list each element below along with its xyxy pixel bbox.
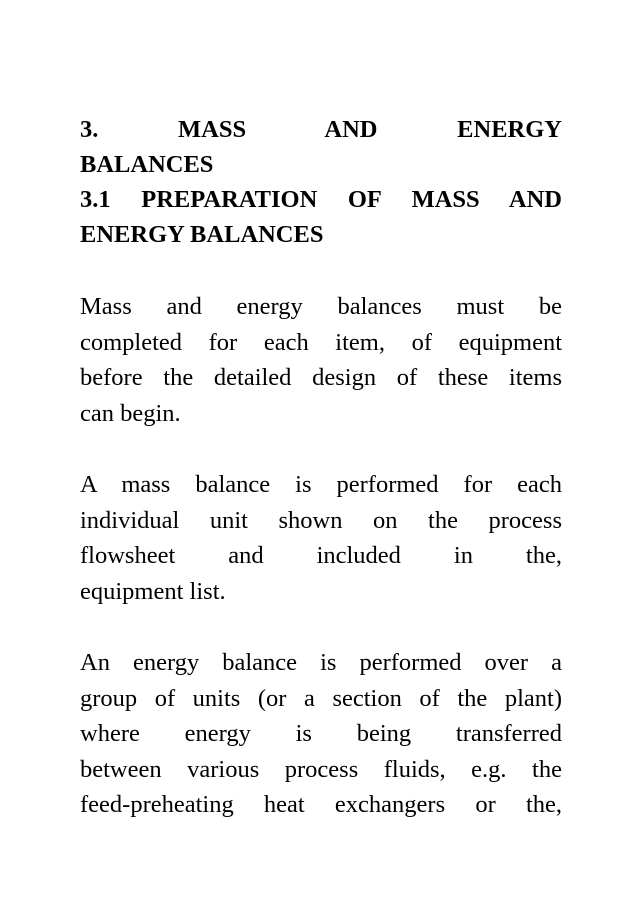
paragraph-2	[80, 467, 562, 609]
paragraph-line: where energy is being transferred	[80, 720, 562, 747]
paragraph-line: A mass balance is performed for each	[80, 471, 562, 498]
paragraph-line: completed for each item, of equipment	[80, 328, 562, 356]
section-heading-line1: 3. MASS AND ENERGY	[80, 116, 562, 143]
paragraph-line: individual unit shown on the process	[80, 506, 562, 534]
paragraph-line: group of units (or a section of the plant)	[80, 684, 562, 712]
paragraph-line: before the detailed design of these items	[80, 364, 562, 391]
paragraph-line: An energy balance is performed over a	[80, 649, 562, 676]
subsection-heading-line2: ENERGY BALANCES	[80, 221, 324, 248]
paragraph-line: feed-preheating heat exchangers or the,	[80, 791, 562, 818]
paragraph-line: equipment list.	[80, 577, 226, 605]
paragraph-line: flowsheet and included in the,	[80, 542, 562, 569]
subsection-heading-line1: 3.1 PREPARATION OF MASS AND	[80, 186, 562, 213]
page-content	[80, 112, 562, 823]
paragraph-line: Mass and energy balances must be	[80, 293, 562, 320]
paragraph-line: between various process fluids, e.g. the	[80, 755, 562, 783]
paragraph-3	[80, 645, 562, 823]
paragraph-1	[80, 289, 562, 431]
paragraph-line: can begin.	[80, 399, 181, 427]
section-heading-line2: BALANCES	[80, 151, 214, 178]
